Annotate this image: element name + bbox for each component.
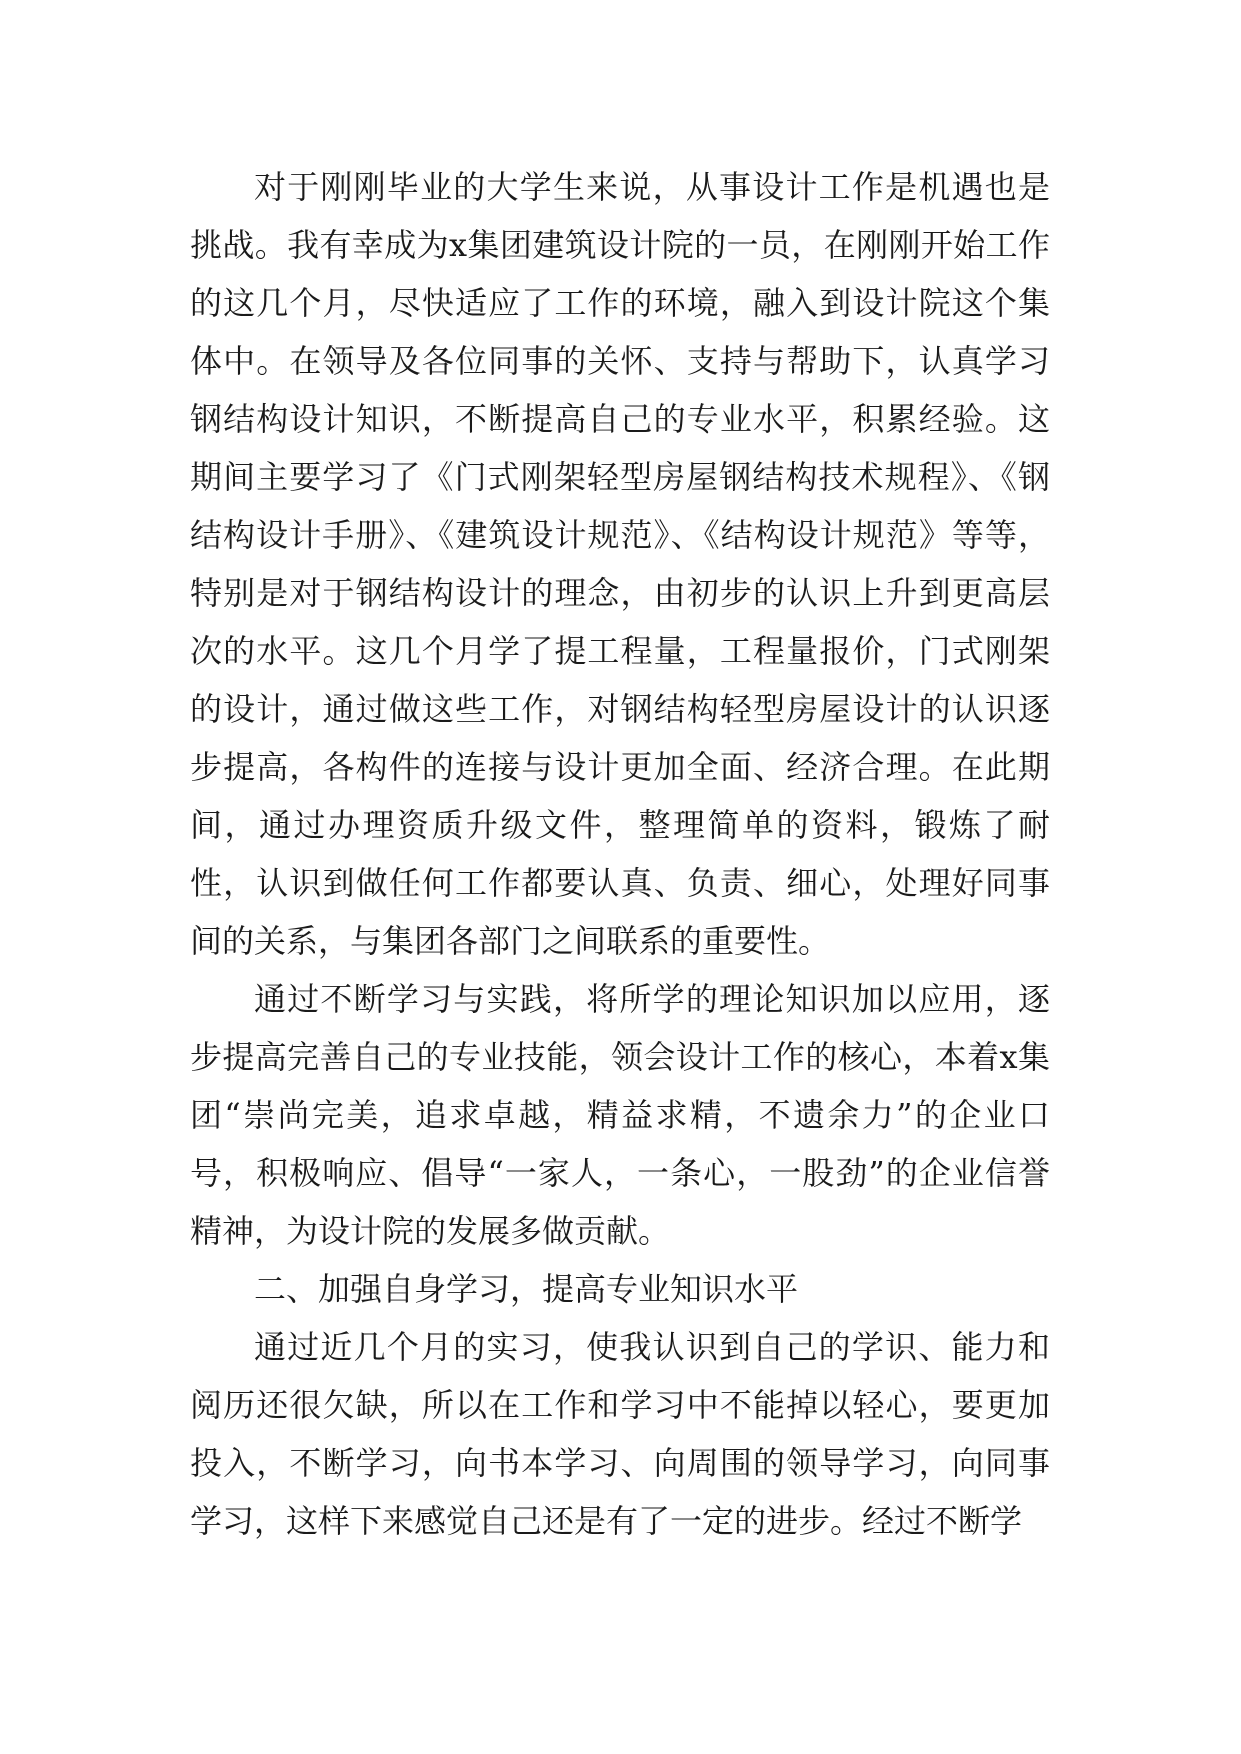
paragraph-work-experience: 对于刚刚毕业的大学生来说，从事设计工作是机遇也是挑战。我有幸成为x集团建筑设计院的一员，在刚刚开始工作的这几个月，尽快适应了工作的环境，融入到设计院这个集体中。在领导及各位同事的关怀、支持与帮助下，认真学习钢结构设计知识，不断提高自己的专业水平，积累经验。这期间主要学习了《门式刚架轻型房屋钢结构技术规程》、《钢结构设计手册》、《建筑设计规范》、《结构设计规范》等等，特别是对于钢结构设计的理念，由初步的认识上升到更高层次的水平。这几个月学了提工程量，工程量报价，门式刚架的设计，通过做这些工作，对钢结构轻型房屋设计的认识逐步提高，各构件的连接与设计更加全面、经济合理。在此期间，通过办理资质升级文件，整理简单的资料，锻炼了耐性，认识到做任何工作都要认真、负责、细心，处理好同事间的关系，与集团各部门之间联系的重要性。 xyxy=(190,168,1050,960)
document-body xyxy=(190,158,1050,1550)
section-heading-self-study: 二、加强自身学习，提高专业知识水平 xyxy=(254,1270,799,1308)
paragraph-internship-reflection: 通过近几个月的实习，使我认识到自己的学识、能力和阅历还很欠缺，所以在工作和学习中不能掉以轻心，要更加投入，不断学习，向书本学习、向周围的领导学习，向同事学习，这样下来感觉自己还是有了一定的进步。经过不断学 xyxy=(190,1328,1050,1540)
paragraph-practice-application: 通过不断学习与实践，将所学的理论知识加以应用，逐步提高完善自己的专业技能，领会设计工作的核心，本着x集团“崇尚完美，追求卓越，精益求精，不遗余力”的企业口号，积极响应、倡导“一家人，一条心，一股劲”的企业信誉精神，为设计院的发展多做贡献。 xyxy=(190,980,1050,1250)
